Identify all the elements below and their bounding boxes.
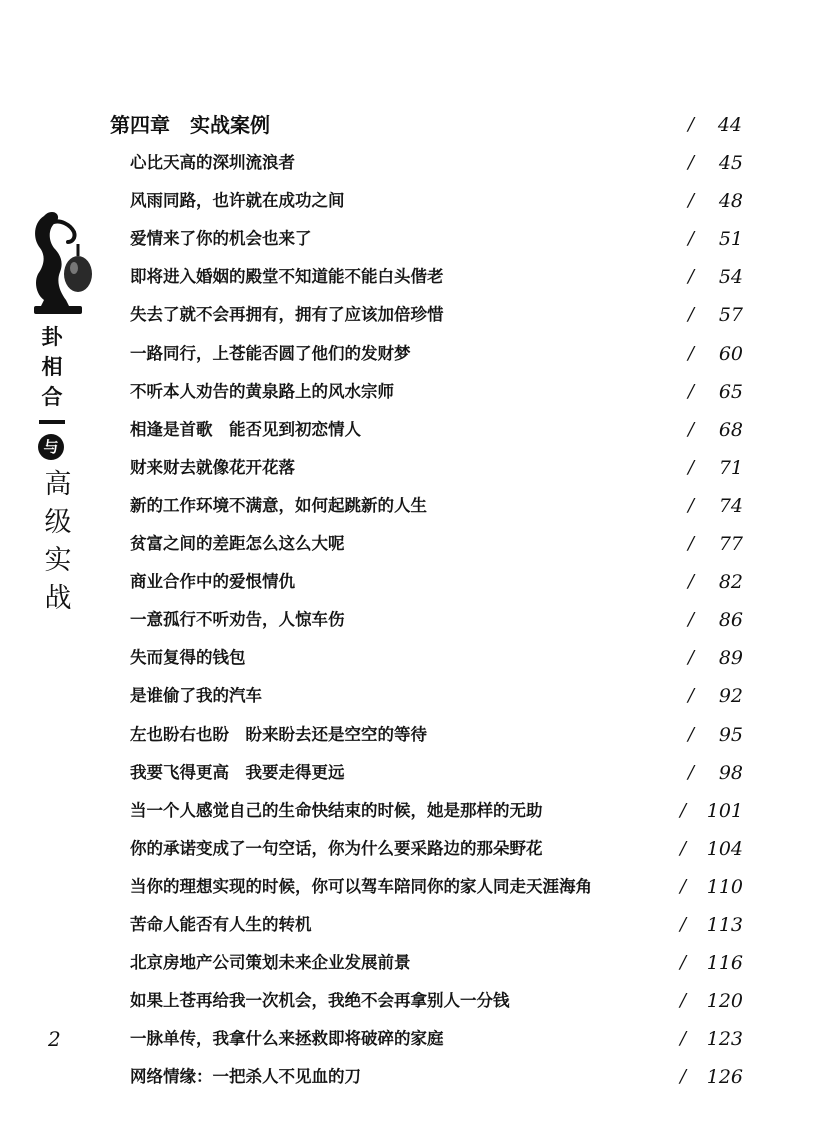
toc-entry-page-number: 123	[706, 1028, 743, 1051]
toc-entry	[130, 339, 760, 369]
toc-entry-title: 相逢是首歌 能否见到初恋情人	[130, 419, 361, 439]
toc-entry-title: 一脉单传，我拿什么来拯救即将破碎的家庭	[130, 1029, 444, 1049]
toc-entry-title: 商业合作中的爱恨情仇	[130, 572, 295, 592]
toc-separator: /	[688, 456, 695, 478]
toc-entry	[130, 1062, 760, 1092]
toc-separator: /	[688, 609, 695, 631]
toc-entry-title: 一意孤行不听劝告，人惊车伤	[130, 610, 345, 630]
toc-separator: /	[688, 533, 695, 554]
toc-separator: /	[680, 990, 687, 1012]
toc-entry-page-number: 126	[706, 1066, 743, 1089]
toc-entry-page-number: 89	[718, 647, 743, 670]
toc-entry-page-number: 77	[718, 533, 743, 555]
toc-entry-title: 失去了就不会再拥有，拥有了应该加倍珍惜	[130, 305, 444, 325]
side-title-char: 战	[44, 583, 72, 614]
toc-entry-page-number: 48	[718, 190, 743, 213]
toc-separator: /	[688, 647, 695, 669]
toc-entry	[130, 643, 760, 673]
toc-entry-page-number: 68	[718, 418, 743, 441]
toc-separator: /	[680, 799, 687, 821]
toc-entry-page-number: 104	[706, 837, 743, 860]
toc-entry	[130, 681, 760, 711]
toc-entry	[130, 872, 760, 902]
toc-separator: /	[688, 723, 695, 745]
toc-entry	[130, 758, 760, 788]
toc-entry-page-number: 60	[718, 342, 743, 365]
toc-entry	[130, 415, 760, 445]
chapter-title: 第四章 实战案例	[110, 113, 270, 137]
side-title-circle-char: 与	[38, 434, 64, 460]
toc-entry-page-number: 57	[718, 304, 743, 327]
toc-entry-title: 心比天高的深圳流浪者	[130, 153, 295, 172]
toc-separator: /	[680, 1028, 687, 1050]
toc-separator: /	[680, 875, 687, 897]
toc-entry-title: 失而复得的钱包	[130, 648, 246, 668]
toc-entry-title: 你的承诺变成了一句空话，你为什么要采路边的那朵野花	[130, 838, 543, 858]
toc-separator: /	[688, 571, 695, 593]
toc-separator: /	[688, 228, 695, 250]
toc-separator: /	[680, 952, 687, 974]
toc-entry-page-number: 74	[718, 494, 743, 517]
toc-entry-page-number: 71	[718, 456, 743, 479]
toc-entry-title: 即将进入婚姻的殿堂不知道能不能白头偕老	[130, 267, 444, 287]
toc-entry-title: 贫富之间的差距怎么这么大呢	[130, 534, 345, 553]
toc-entry-page-number: 92	[718, 685, 743, 708]
toc-separator: /	[688, 266, 695, 288]
side-title-char: 相	[41, 355, 63, 379]
toc-separator: /	[688, 304, 695, 326]
toc-entry-title: 财来财去就像花开花落	[130, 457, 295, 477]
toc-separator: /	[688, 114, 695, 135]
toc-separator: /	[680, 1066, 687, 1088]
toc-separator: /	[680, 837, 687, 859]
toc-entry-title: 是谁偷了我的汽车	[130, 686, 262, 706]
toc-entry-title: 爱情来了你的机会也来了	[130, 229, 312, 249]
toc-entry	[130, 910, 760, 940]
toc-entry-page-number: 86	[718, 609, 743, 632]
toc-entry	[130, 720, 760, 750]
toc-entry	[130, 1024, 760, 1054]
toc-entry-page-number: 120	[706, 990, 743, 1013]
toc-entry	[130, 567, 760, 597]
side-title-char: 卦	[41, 325, 63, 349]
toc-entry-title: 北京房地产公司策划未来企业发展前景	[130, 953, 411, 973]
toc-entry	[130, 300, 760, 330]
toc-entry-title: 一路同行，上苍能否圆了他们的发财梦	[130, 343, 411, 363]
toc-entry	[130, 948, 760, 978]
toc-entry	[130, 529, 760, 559]
toc-entry-title: 当一个人感觉自己的生命快结束的时候，她是那样的无助	[130, 800, 543, 820]
toc-entry-page-number: 65	[718, 380, 743, 403]
toc-entry	[130, 605, 760, 635]
toc-separator: /	[688, 761, 695, 783]
toc-entry	[130, 453, 760, 483]
toc-entry-page-number: 95	[718, 723, 743, 746]
side-title-char: 级	[44, 507, 72, 538]
toc-entry-page-number: 113	[706, 914, 743, 936]
toc-entry-title: 我要飞得更高 我要走得更远	[130, 762, 345, 782]
page-number: 2	[48, 1027, 61, 1051]
toc-separator: /	[688, 342, 695, 364]
toc-entry-title: 左也盼右也盼 盼来盼去还是空空的等待	[130, 724, 427, 744]
toc-entry-page-number: 82	[718, 571, 743, 594]
toc-entry-page-number: 110	[706, 875, 743, 898]
toc-entry-page-number: 51	[718, 228, 743, 251]
toc-entry	[130, 986, 760, 1016]
toc-entry-title: 网络情缘：一把杀人不见血的刀	[130, 1067, 361, 1087]
toc-entry-page-number: 54	[718, 266, 743, 289]
toc-entry	[130, 491, 760, 521]
toc-separator: /	[688, 152, 695, 173]
side-title-char: 高	[44, 469, 72, 500]
toc-entry-title: 不听本人劝告的黄泉路上的风水宗师	[130, 381, 394, 401]
toc-entry-title: 风雨同路，也许就在成功之间	[130, 191, 345, 211]
toc-entry	[130, 262, 760, 292]
toc-separator: /	[688, 494, 695, 516]
toc-separator: /	[680, 914, 687, 935]
toc-entry-title: 苦命人能否有人生的转机	[130, 915, 312, 934]
toc-entry-title: 如果上苍再给我一次机会，我绝不会再拿别人一分钱	[130, 991, 510, 1011]
toc-separator: /	[688, 380, 695, 402]
toc-entry	[130, 186, 760, 216]
toc-entry-page-number: 101	[706, 799, 743, 822]
toc-entry-title: 新的工作环境不满意，如何起跳新的人生	[130, 495, 427, 515]
side-title-char: 合	[41, 385, 63, 409]
toc-separator: /	[688, 190, 695, 212]
side-title-char: 实	[44, 545, 72, 576]
toc-entry	[130, 148, 760, 178]
toc-entry-page-number: 98	[718, 761, 743, 784]
chapter-page-number: 44	[717, 114, 742, 136]
toc-entry	[130, 796, 760, 826]
toc-separator: /	[688, 418, 695, 440]
toc-entry-title: 当你的理想实现的时候，你可以驾车陪同你的家人同走天涯海角	[130, 876, 592, 896]
toc-entry	[130, 377, 760, 407]
toc-entry-page-number: 116	[706, 952, 743, 975]
toc-entry-page-number: 45	[718, 152, 743, 174]
toc-entry	[130, 224, 760, 254]
toc-separator: /	[688, 685, 695, 707]
toc-entry	[130, 834, 760, 864]
